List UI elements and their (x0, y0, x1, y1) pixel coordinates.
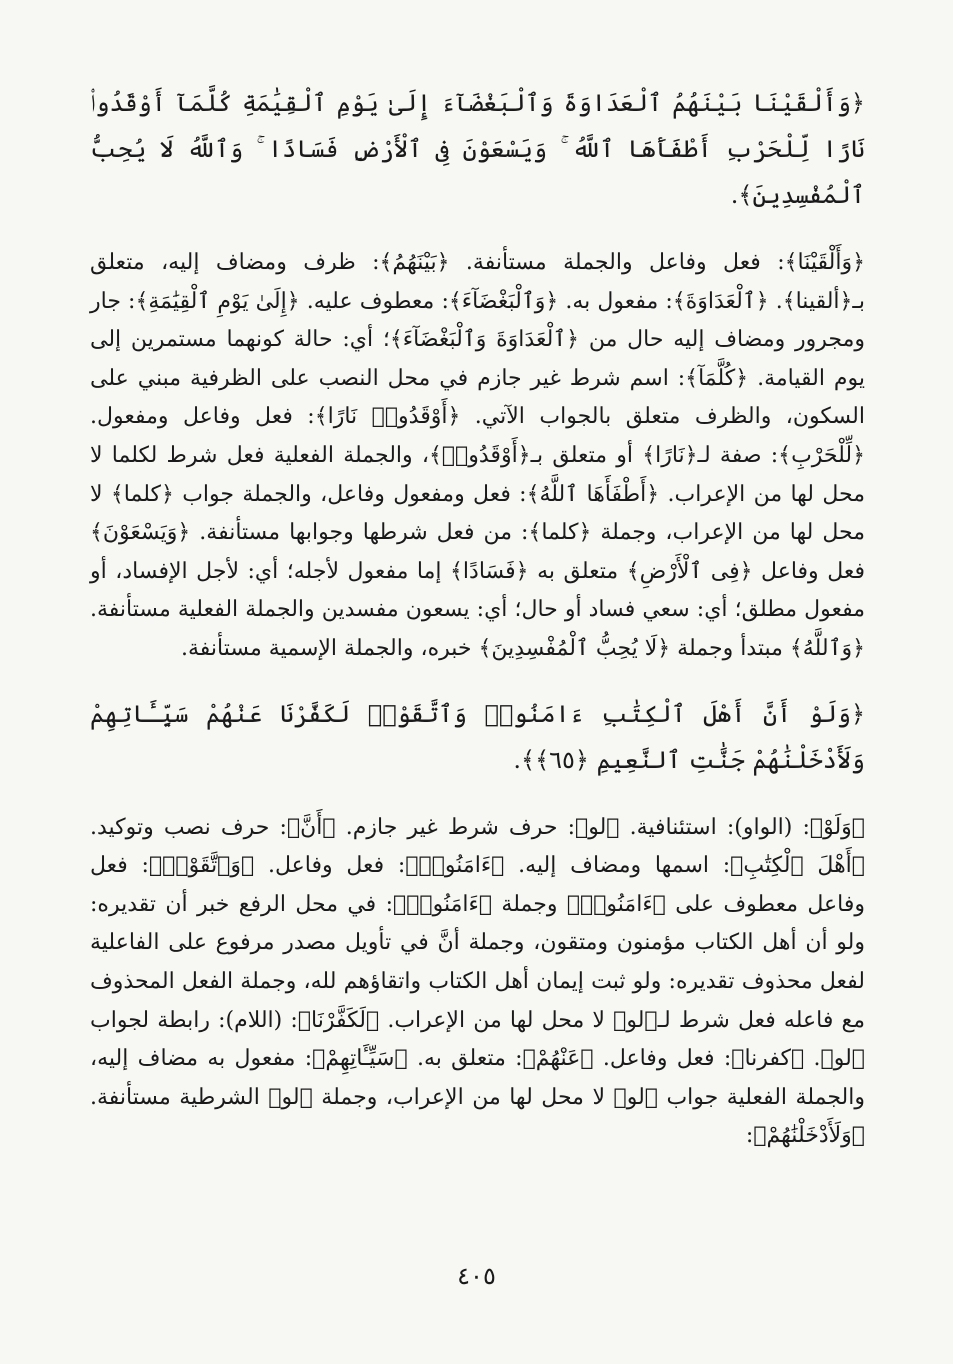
page-content (90, 80, 865, 1178)
page-number: ٤٠٥ (457, 1262, 496, 1290)
grammar-analysis-1 (90, 244, 865, 669)
quran-verse-2: ﴿وَلَوْ أَنَّ أَهْلَ ٱلْكِتَٰبِ ءَامَنُوا۟ وَٱتَّقَوْا۟ لَكَفَّرْنَا عَنْهُمْ سَيِّـَٔاتِهِمْ وَلَأَدْخَلْنَٰهُمْ جَنَّٰتِ ٱلنَّعِيمِ ﴿٦٥﴾﴾. (90, 699, 865, 774)
quran-verse-1: ﴿وَأَلْقَيْنَا بَيْنَهُمُ ٱلْعَدَاوَةَ وَٱلْبَغْضَآءَ إِلَىٰ يَوْمِ ٱلْقِيَٰمَةِ كُلَّمَآ أَوْقَدُوا۟ نَارًا لِّلْحَرْبِ أَطْفَأَهَا ٱللَّهُ ۚ وَيَسْعَوْنَ فِى ٱلْأَرْضِ فَسَادًا ۚ وَٱللَّهُ لَا يُحِبُّ ٱلْمُفْسِدِينَ﴾. (90, 89, 865, 209)
grammar-analysis-2 (90, 809, 865, 1156)
analysis-paragraph: ﴿وَأَلْقَيْنَا﴾: فعل وفاعل والجملة مستأنفة. ﴿بَيْنَهُمُ﴾: ظرف ومضاف إليه، متعلق بـ﴿ألقينا﴾. ﴿ٱلْعَدَاوَةَ﴾: مفعول به. ﴿وَٱلْبَغْضَآءَ﴾: معطوف عليه. ﴿إِلَىٰ يَوْمِ ٱلْقِيَٰمَةِ﴾: جار ومجرور ومضاف إليه حال من ﴿ٱلْعَدَاوَةَ وَٱلْبَغْضَآءَ﴾؛ أي: حالة كونهما مستمرين إلى يوم القيامة. ﴿كُلَّمَآ﴾: اسم شرط غير جازم في محل النصب على الظرفية مبني على السكون، والظرف متعلق بالجواب الآتي. ﴿أَوْقَدُوا۟ نَارًا﴾: فعل وفاعل ومفعول. ﴿لِّلْحَرْبِ﴾: صفة لـ﴿نَارًا﴾ أو متعلق بـ﴿أَوْقَدُوا۟﴾، والجملة الفعلية فعل شرط لكلما لا محل لها من الإعراب. ﴿أَطْفَأَهَا ٱللَّهُ﴾: فعل ومفعول وفاعل، والجملة جواب ﴿كلما﴾ لا محل لها من الإعراب، وجملة ﴿كلما﴾: من فعل شرطها وجوابها مستأنفة. ﴿وَيَسْعَوْنَ﴾ فعل وفاعل ﴿فِى ٱلْأَرْضِ﴾ متعلق به ﴿فَسَادًا﴾ إما مفعول لأجله؛ أي: لأجل الإفساد، أو مفعول مطلق؛ أي: سعي فساد أو حال؛ أي: يسعون مفسدين والجملة الفعلية مستأنفة. ﴿وَٱللَّهُ﴾ مبتدأ وجملة ﴿لَا يُحِبُّ ٱلْمُفْسِدِينَ﴾ خبره، والجملة الإسمية مستأنفة. (90, 250, 865, 661)
analysis-paragraph: ﴿وَلَوْ﴾: (الواو): استئنافية. ﴿لو﴾: حرف شرط غير جازم. ﴿أَنَّ﴾: حرف نصب وتوكيد. ﴿أَهْلَ ٱلْكِتَٰبِ﴾: اسمها ومضاف إليه. ﴿ءَامَنُوا۟﴾: فعل وفاعل. ﴿وَٱتَّقَوْا۟﴾: فعل وفاعل معطوف على ﴿ءَامَنُوا۟﴾ وجملة ﴿ءَامَنُوا۟﴾: في محل الرفع خبر أن تقديره: ولو أن أهل الكتاب مؤمنون ومتقون، وجملة أنَّ في تأويل مصدر مرفوع على الفاعلية لفعل محذوف تقديره: ولو ثبت إيمان أهل الكتاب واتقاؤهم لله، وجملة الفعل المحذوف مع فاعله فعل شرط لـ﴿لو﴾ لا محل لها من الإعراب. ﴿لَكَفَّرْنَا﴾: (اللام): رابطة لجواب ﴿لو﴾. ﴿كفرنا﴾: فعل وفاعل. ﴿عَنْهُمْ﴾: متعلق به. ﴿سَيِّـَٔاتِهِمْ﴾: مفعول به مضاف إليه، والجملة الفعلية جواب ﴿لو﴾ لا محل لها من الإعراب، وجملة ﴿لو﴾ الشرطية مستأنفة. ﴿وَلَأَدْخَلْنَٰهُمْ﴾: (90, 814, 865, 1149)
